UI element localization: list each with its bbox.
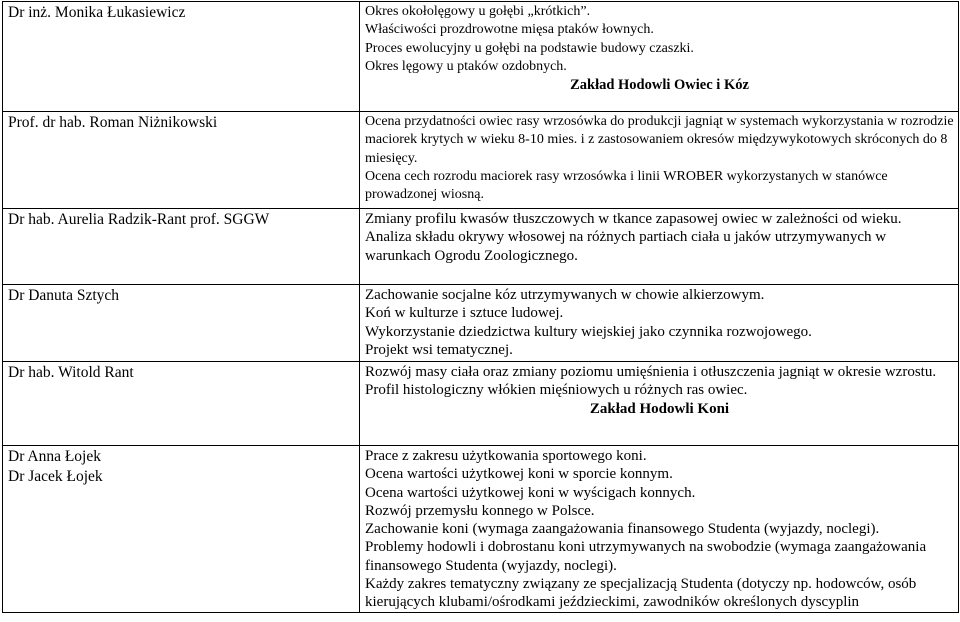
topics-cell: [360, 209, 959, 285]
thesis-topic: Ocena wartości użytkowej koni w sporcie konnym.: [365, 466, 673, 483]
supervisor-name: Dr Jacek Łojek: [8, 468, 103, 485]
thesis-topic: Właściwości prozdrowotne mięsa ptaków łownych.: [365, 22, 654, 38]
thesis-topic: Ocena cech rozrodu maciorek rasy wrzosówka i linii WROBER wykorzystanych w stanówce prowadzonej wiosną.: [365, 168, 888, 203]
topics-cell: [360, 446, 959, 613]
supervisor-name: Dr Anna Łojek: [8, 448, 101, 465]
table-row: [3, 446, 959, 613]
supervisor-name: Prof. dr hab. Roman Niżnikowski: [8, 114, 218, 131]
supervisor-cell: [3, 446, 360, 613]
thesis-topic: Koń w kulturze i sztuce ludowej.: [365, 305, 564, 322]
thesis-topic: Zachowanie socjalne kóz utrzymywanych w chowie alkierzowym.: [365, 287, 765, 303]
table-row: [3, 2, 959, 112]
supervisor-name: Dr hab. Aurelia Radzik-Rant prof. SGGW: [8, 211, 270, 228]
section-header: Zakład Hodowli Owiec i Kóz: [570, 77, 749, 94]
thesis-topic: Każdy zakres tematyczny związany ze specjalizacją Studenta (dotyczy np. hodowców, osób kierujących klubami/ośrodkami jeździeckimi, zawodników określonych dyscyplin: [365, 576, 917, 611]
thesis-topic: Zmiany profilu kwasów tłuszczowych w tkance zapasowej owiec w zależności od wieku.: [365, 211, 902, 227]
thesis-topic: Prace z zakresu użytkowania sportowego koni.: [365, 448, 647, 464]
topics-cell: [360, 362, 959, 446]
thesis-topic: Profil histologiczny włókien mięśniowych u różnych ras owiec.: [365, 382, 748, 399]
topics-cell: [360, 2, 959, 112]
thesis-topic: Projekt wsi tematycznej.: [365, 341, 513, 358]
supervisor-name: Dr Danuta Sztych: [8, 287, 120, 304]
thesis-topic: Okres lęgowy u ptaków ozdobnych.: [365, 58, 567, 74]
section-header: Zakład Hodowli Koni: [589, 400, 730, 417]
topics-cell: [360, 285, 959, 362]
topics-table: [2, 1, 959, 613]
supervisor-cell: [3, 285, 360, 362]
thesis-topic: Ocena wartości użytkowej koni w wyścigach konnych.: [365, 484, 696, 501]
table-row: [3, 285, 959, 362]
table-row: [3, 362, 959, 446]
thesis-topic: Rozwój masy ciała oraz zmiany poziomu umięśnienia i otłuszczenia jagniąt w okresie wzrostu.: [365, 364, 937, 380]
thesis-topic: Wykorzystanie dziedzictwa kultury wiejskiej jako czynnika rozwojowego.: [365, 323, 812, 340]
thesis-topic: Okres okołolęgowy u gołębi „krótkich”.: [365, 4, 591, 19]
supervisor-cell: [3, 209, 360, 285]
thesis-topic: Rozwój przemysłu konnego w Polsce.: [365, 502, 595, 519]
thesis-topic: Ocena przydatności owiec rasy wrzosówka do produkcji jagniąt w systemach wykorzystania w rozrodzie maciorek krytych w wieku 8-10 mies. i z zastosowaniem okresów międzywykotowych skróconych do 8 miesięcy.: [365, 114, 954, 166]
supervisor-name: Dr inż. Monika Łukasiewicz: [8, 4, 186, 21]
thesis-topic: Analiza składu okrywy włosowej na różnych partiach ciała u jaków utrzymywanych w warunkach Ogrodu Zoologicznego.: [365, 229, 887, 264]
supervisor-cell: [3, 362, 360, 446]
thesis-topic: Problemy hodowli i dobrostanu koni utrzymywanych na swobodzie (wymaga zaangażowania finansowego Studenta (wyjazdy, noclegi).: [365, 539, 927, 574]
table-row: [3, 112, 959, 209]
table-row: [3, 209, 959, 285]
topics-cell: [360, 112, 959, 209]
supervisor-cell: [3, 2, 360, 112]
thesis-topic: Zachowanie koni (wymaga zaangażowania finansowego Studenta (wyjazdy, noclegi).: [365, 521, 880, 538]
supervisor-name: Dr hab. Witold Rant: [8, 364, 134, 381]
supervisor-cell: [3, 112, 360, 209]
thesis-topic: Proces ewolucyjny u gołębi na podstawie budowy czaszki.: [365, 40, 694, 56]
